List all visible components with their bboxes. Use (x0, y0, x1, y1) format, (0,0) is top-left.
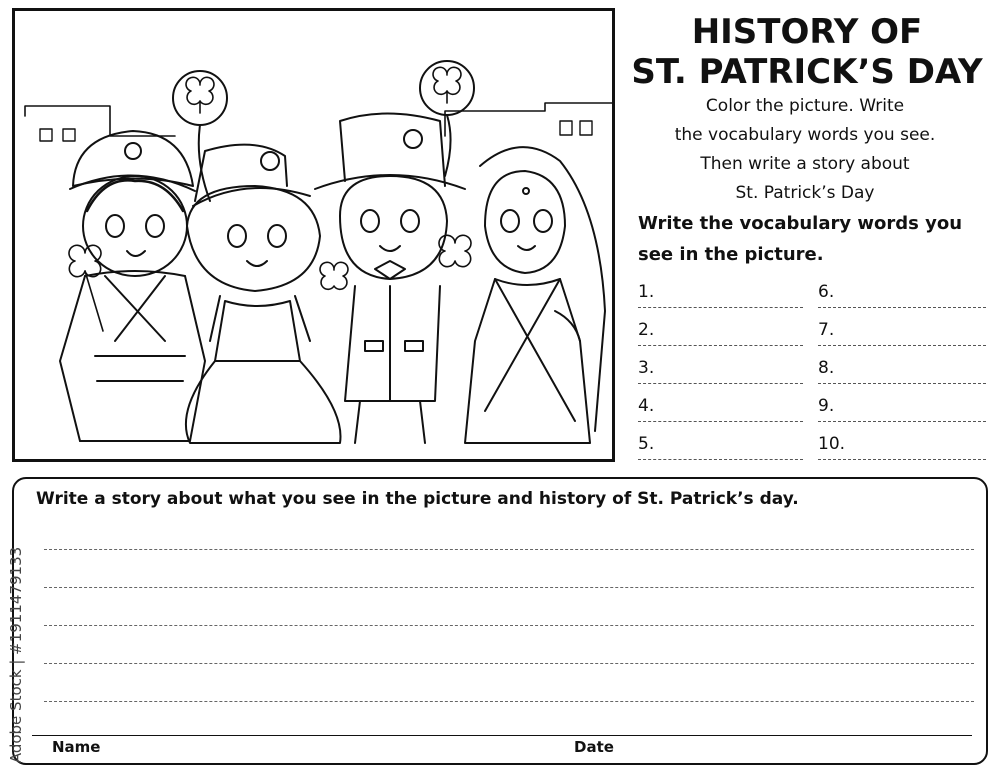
child-1 (60, 131, 205, 441)
child-4 (465, 147, 605, 443)
vocab-answer-line-10[interactable]: 10. (818, 432, 986, 460)
story-writing-line[interactable] (44, 625, 974, 626)
coloring-picture (12, 8, 615, 462)
vocab-heading (638, 208, 988, 270)
child-2 (186, 145, 348, 443)
date-label: Date (574, 738, 614, 756)
vocab-heading-line-1: Write the vocabulary words you (638, 213, 963, 234)
vocab-answer-line-5[interactable]: 5. (638, 432, 803, 460)
watermark-text: Adobe Stock | #1911479133 (7, 546, 25, 764)
title-line-1: HISTORY OF (691, 12, 923, 52)
balloon-left (173, 71, 227, 201)
stock-watermark (6, 540, 26, 770)
story-prompt: Write a story about what you see in the picture and history of St. Patrick’s day. (36, 489, 799, 509)
story-writing-line[interactable] (44, 663, 974, 664)
name-date-line (32, 735, 972, 736)
story-writing-line[interactable] (44, 701, 974, 702)
story-box (12, 477, 988, 765)
page-title (622, 12, 992, 92)
name-label: Name (52, 738, 101, 756)
vocab-answer-line-9[interactable]: 9. (818, 394, 986, 422)
instruction-line: St. Patrick’s Day (735, 183, 875, 203)
title-line-2: ST. PATRICK’S DAY (631, 52, 983, 92)
vocab-answer-line-7[interactable]: 7. (818, 318, 986, 346)
instruction-line: Color the picture. Write (705, 96, 905, 116)
vocab-answer-line-1[interactable]: 1. (638, 280, 803, 308)
story-writing-line[interactable] (44, 549, 974, 550)
story-writing-line[interactable] (44, 587, 974, 588)
vocab-answer-line-2[interactable]: 2. (638, 318, 803, 346)
vocab-heading-line-2: see in the picture. (638, 244, 824, 265)
vocab-answer-line-4[interactable]: 4. (638, 394, 803, 422)
instructions (630, 92, 980, 208)
instruction-line: the vocabulary words you see. (674, 125, 936, 145)
vocab-answer-line-8[interactable]: 8. (818, 356, 986, 384)
vocab-answer-line-6[interactable]: 6. (818, 280, 986, 308)
vocab-answer-line-3[interactable]: 3. (638, 356, 803, 384)
instruction-line: Then write a story about (700, 154, 910, 174)
